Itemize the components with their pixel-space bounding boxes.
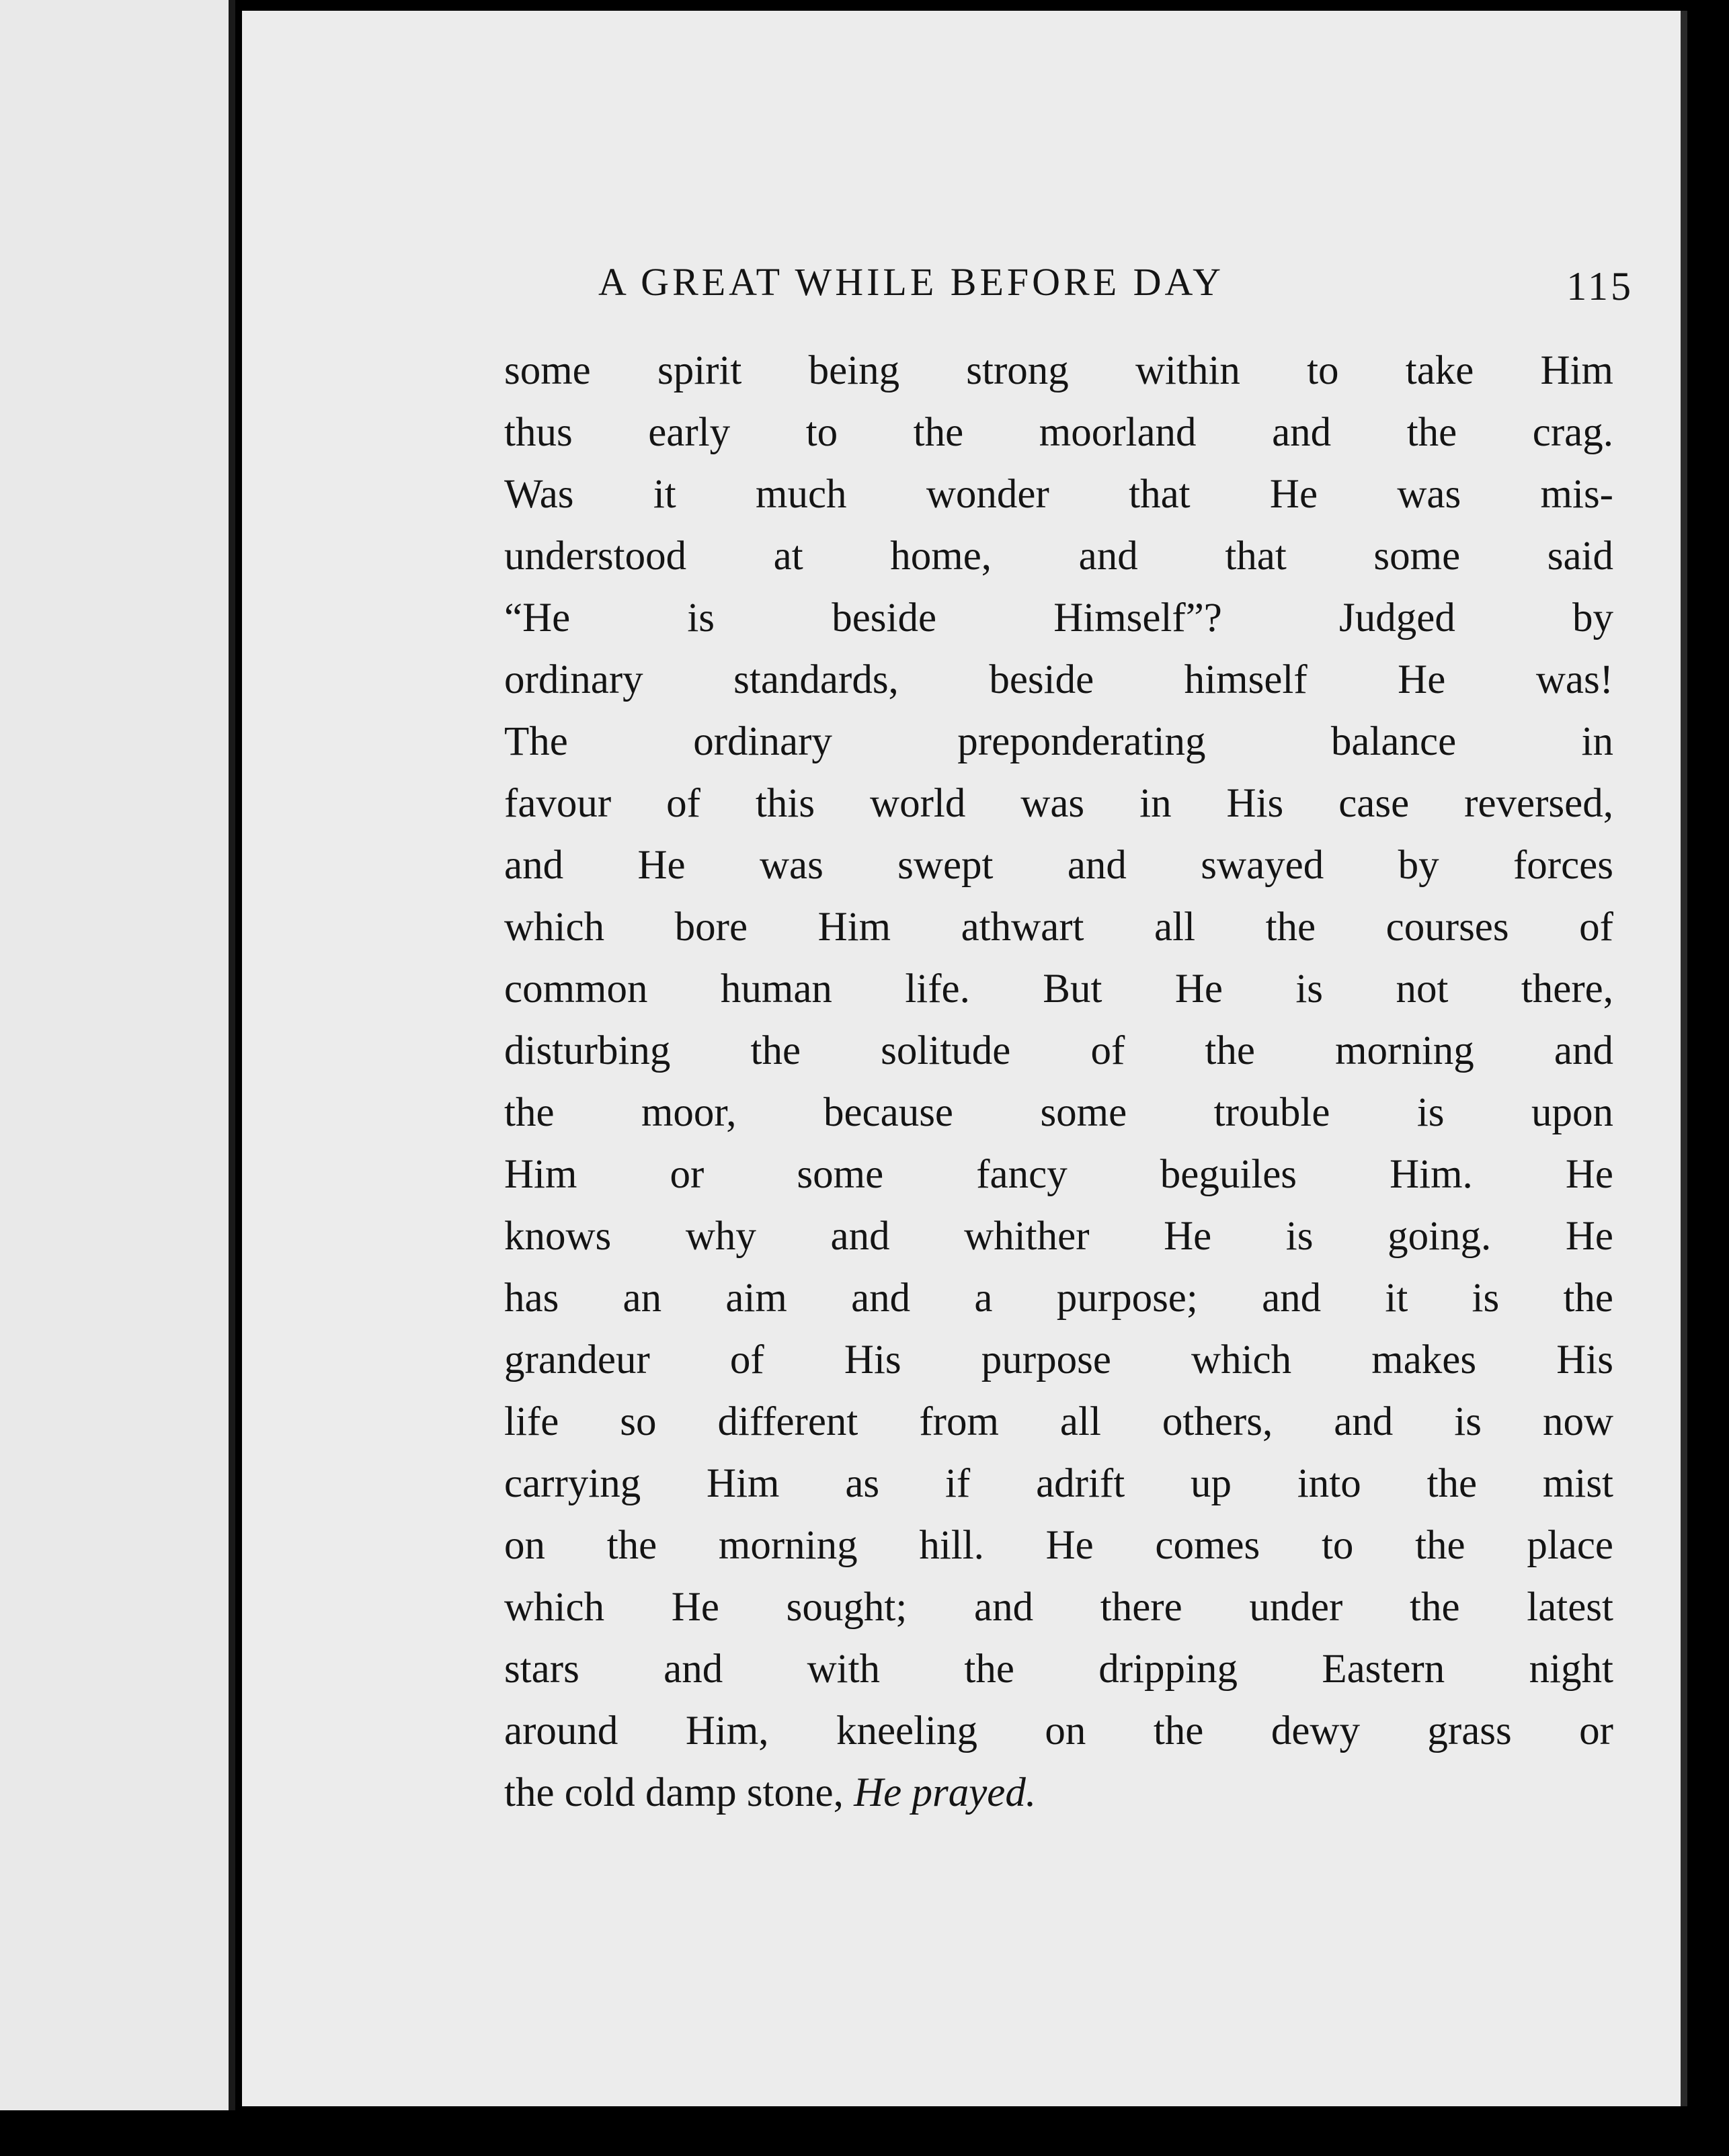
book-page bbox=[242, 11, 1687, 2106]
text-line: knows why and whither He is going. He bbox=[504, 1214, 1613, 1259]
text-line: on the morning hill. He comes to the place bbox=[504, 1523, 1613, 1568]
text-line: has an aim and a purpose; and it is the bbox=[504, 1276, 1613, 1321]
facing-page-edge bbox=[0, 0, 235, 2110]
text-line: which He sought; and there under the latest bbox=[504, 1585, 1613, 1630]
text-line-last bbox=[504, 1762, 1613, 1824]
text-line: The ordinary preponderating balance in bbox=[504, 719, 1613, 764]
text-line: and He was swept and swayed by forces bbox=[504, 843, 1613, 888]
text-line: Was it much wonder that He was mis- bbox=[504, 472, 1613, 517]
text-line: grandeur of His purpose which makes His bbox=[504, 1337, 1613, 1382]
text-line: stars and with the dripping Eastern night bbox=[504, 1647, 1613, 1692]
text-line: the moor, because some trouble is upon bbox=[504, 1090, 1613, 1135]
text-line: some spirit being strong within to take Him bbox=[504, 348, 1613, 393]
text-line: life so different from all others, and is now bbox=[504, 1399, 1613, 1444]
text-line: understood at home, and that some said bbox=[504, 534, 1613, 579]
text-line: around Him, kneeling on the dewy grass or bbox=[504, 1708, 1613, 1753]
text-line: ordinary standards, beside himself He was! bbox=[504, 657, 1613, 702]
running-title: A GREAT WHILE BEFORE DAY bbox=[598, 260, 1224, 304]
text-line: “He is beside Himself”? Judged by bbox=[504, 595, 1613, 640]
last-line-text: the cold damp stone, bbox=[504, 1770, 844, 1815]
page-number: 115 bbox=[1566, 264, 1634, 308]
text-line: thus early to the moorland and the crag. bbox=[504, 410, 1613, 455]
text-line: carrying Him as if adrift up into the mist bbox=[504, 1461, 1613, 1506]
text-line: favour of this world was in His case reversed, bbox=[504, 781, 1613, 826]
body-text bbox=[504, 340, 1613, 1824]
text-line: common human life. But He is not there, bbox=[504, 966, 1613, 1011]
running-header bbox=[598, 246, 1634, 320]
emphasized-phrase: He prayed. bbox=[854, 1770, 1037, 1815]
text-line: Him or some fancy beguiles Him. He bbox=[504, 1152, 1613, 1197]
text-line: which bore Him athwart all the courses of bbox=[504, 905, 1613, 950]
text-line: disturbing the solitude of the morning and bbox=[504, 1028, 1613, 1073]
